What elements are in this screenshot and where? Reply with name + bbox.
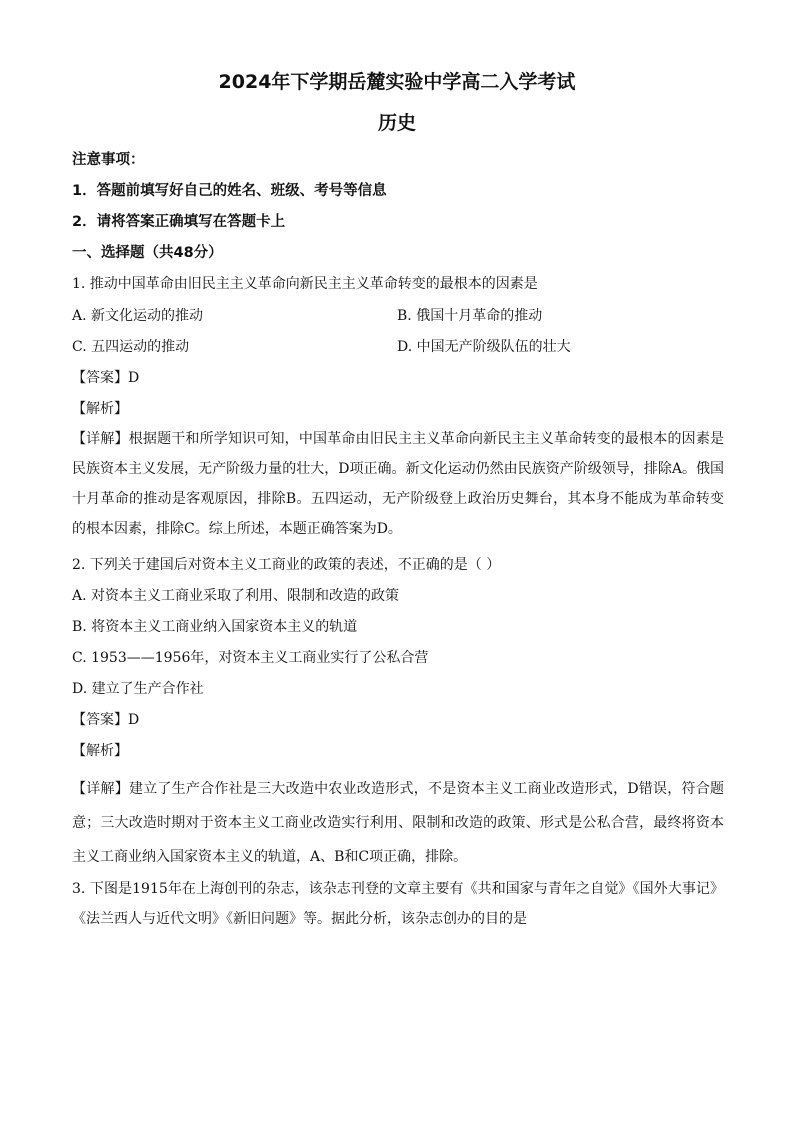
question-2-detail: 【详解】建立了生产合作社是三大改造中农业改造形式，不是资本主义工商业改造形式，D错误，符合题意；三大改造时期对于资本主义工商业改造实行利用、限制和改造的政策、形式是公私合营，最终将资本主义工商业纳入国家资本主义的轨道，A、B和C项正确，排除。: [72, 781, 724, 865]
question-1-answer: 【答案】D: [72, 370, 140, 386]
exam-subject: 历史: [377, 112, 416, 134]
question-1-stem: 1. 推动中国革命由旧民主主义革命向新民主主义革命转变的最根本的因素是: [72, 276, 538, 292]
notice-heading: 注意事项：: [72, 152, 145, 168]
question-3-stem: 3. 下图是1915年在上海创刊的杂志，该杂志刊登的文章主要有《共和国家与青年之自觉》《国外大事记》《法兰西人与近代文明》《新旧问题》等。据此分析，该杂志创办的目的是: [72, 881, 724, 927]
question-1-option-b: B. 俄国十月革命的推动: [397, 308, 543, 324]
question-2-analysis-label: 【解析】: [72, 743, 128, 759]
exam-title: 2024年下学期岳麓实验中学高二入学考试: [218, 71, 576, 93]
question-1-option-a: A. 新文化运动的推动: [72, 308, 204, 324]
question-2-option-b: B. 将资本主义工商业纳入国家资本主义的轨道: [72, 619, 358, 635]
question-2-option-a: A. 对资本主义工商业采取了利用、限制和改造的政策: [72, 588, 400, 604]
question-2-answer: 【答案】D: [72, 712, 140, 728]
question-2-stem: 2. 下列关于建国后对资本主义工商业的政策的表述，不正确的是（ ）: [72, 557, 501, 573]
question-2-option-c: C. 1953——1956年，对资本主义工商业实行了公私合营: [72, 650, 429, 666]
question-2-option-d: D. 建立了生产合作社: [72, 681, 204, 697]
question-1-analysis-label: 【解析】: [72, 401, 128, 417]
question-1-detail: 【详解】根据题干和所学知识可知，中国革命由旧民主主义革命向新民主主义革命转变的最根本的因素是民族资本主义发展，无产阶级力量的壮大，D项正确。新文化运动仍然由民族资产阶级领导，排除A。俄国十月革命的推动是客观原因，排除B。五四运动，无产阶级登上政治历史舞台，其本身不能成为革命转变的根本因素，排除C。综上所述，本题正确答案为D。: [72, 431, 724, 537]
question-1-option-d: D. 中国无产阶级队伍的壮大: [397, 339, 571, 355]
notice-item-2: 2．请将答案正确填写在答题卡上: [72, 214, 286, 230]
section-heading: 一、选择题（共48分）: [72, 245, 223, 261]
question-1-option-c: C. 五四运动的推动: [72, 339, 190, 355]
notice-item-1: 1．答题前填写好自己的姓名、班级、考号等信息: [72, 183, 387, 199]
